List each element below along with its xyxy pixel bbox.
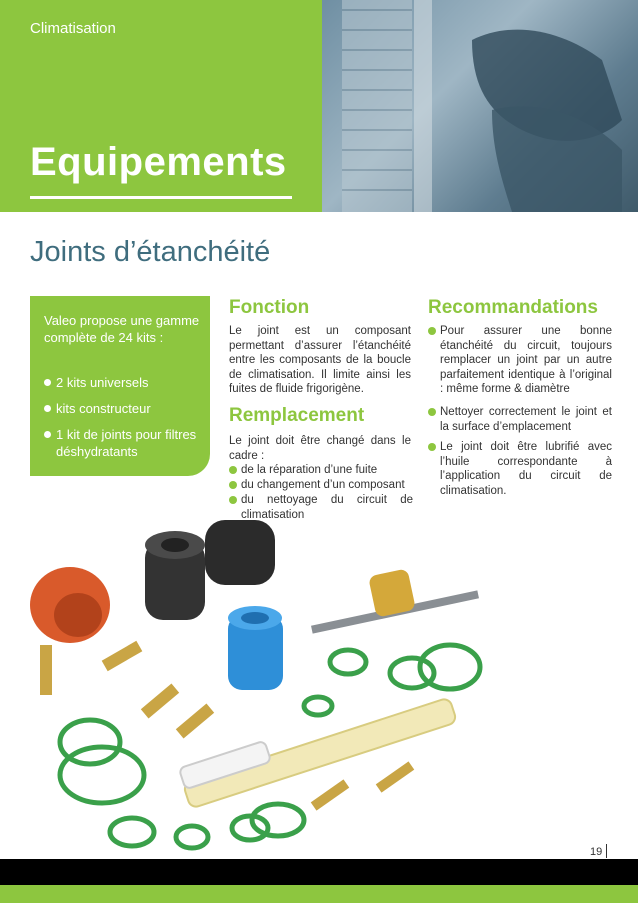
recommandation-item: Pour assurer une bonne étanchéité du circuit, toujours remplacer un joint par un autre parfaitement identique à l’original : même forme & diamètre xyxy=(428,324,612,397)
kit-item: 2 kits universels xyxy=(44,374,226,391)
recommandation-item: Nettoyer correctement le joint et la surface d’emplacement xyxy=(428,405,612,434)
remplacement-intro: Le joint doit être changé dans le cadre : xyxy=(229,435,411,462)
remplacement-item: du changement d’un composant xyxy=(229,478,413,493)
section-label: Climatisation xyxy=(30,20,116,37)
title-underline xyxy=(30,196,292,199)
recommandations-heading: Recommandations xyxy=(428,297,598,318)
footer-black-band xyxy=(0,859,638,885)
page-subtitle: Joints d’étanchéité xyxy=(30,236,271,268)
kit-item: kits constructeur xyxy=(44,400,226,417)
page-number: 19 xyxy=(590,846,603,858)
red-cap xyxy=(30,567,110,643)
black-cap xyxy=(145,531,205,620)
kit-summary-intro: Valeo propose une gamme complète de 24 kits : xyxy=(44,313,200,345)
fonction-heading: Fonction xyxy=(229,297,310,318)
seal-kit-photo xyxy=(20,510,500,855)
blue-cap xyxy=(228,606,283,690)
page-number-rule xyxy=(606,844,607,858)
header-photo xyxy=(322,0,638,212)
footer-green-band xyxy=(0,885,638,903)
condenser-illustration xyxy=(322,0,638,212)
black-cap-2 xyxy=(205,520,275,585)
kit-summary-box xyxy=(30,296,210,476)
recommandation-item: Le joint doit être lubrifié avec l’huile correspondante à l’application du circuit de climatisation. xyxy=(428,440,612,498)
fonction-text: Le joint est un composant permettant d’assurer l’étanchéité entre les composants de la boucle de climatisation. Il limite ainsi les fuites de fluide frigorigène. xyxy=(229,325,411,395)
remplacement-heading: Remplacement xyxy=(229,405,365,426)
kit-item: 1 kit de joints pour filtres déshydratants xyxy=(44,426,214,460)
remplacement-item: de la réparation d’une fuite xyxy=(229,463,413,478)
remplacement-item: du nettoyage du circuit de climatisation xyxy=(229,493,413,522)
gold-valve-tool xyxy=(311,568,479,633)
page-title: Equipements xyxy=(30,140,287,184)
